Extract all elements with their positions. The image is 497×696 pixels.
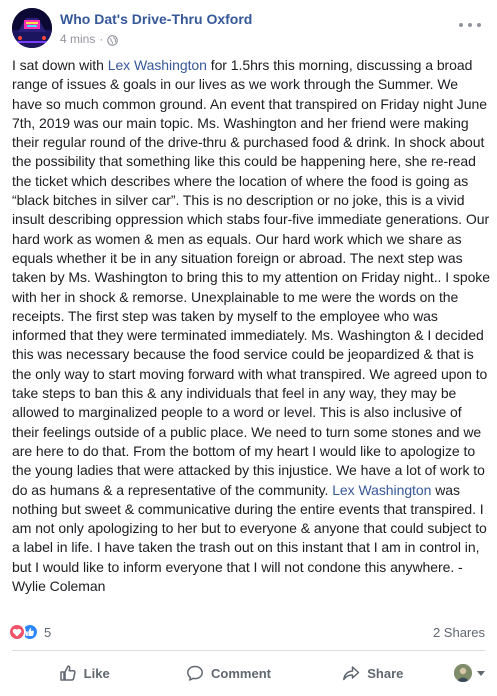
post-text-segment: was nothing but sweet & communicative during the entire events that transpired. I am not only apologizing to her but to everyone & anyone that could subject to a label in life. I have taken the trash out on this instant that I am in control in, but I would like to inform everyone that I will not condone this anywhere. -Wylie Coleman bbox=[12, 481, 487, 595]
post-header bbox=[12, 8, 489, 48]
meta-separator: · bbox=[99, 32, 104, 46]
post-timestamp[interactable]: 4 mins bbox=[60, 32, 96, 46]
reactions-summary[interactable] bbox=[8, 623, 51, 641]
post-body bbox=[12, 56, 490, 596]
post-meta bbox=[60, 31, 252, 47]
post-as-selector[interactable] bbox=[445, 664, 485, 682]
header-text bbox=[60, 8, 252, 47]
more-dot bbox=[468, 23, 472, 27]
reaction-count: 5 bbox=[44, 624, 52, 640]
share-arrow-icon bbox=[342, 664, 360, 682]
like-button-label: Like bbox=[83, 665, 110, 681]
comment-button[interactable] bbox=[156, 657, 300, 689]
comment-button-label: Comment bbox=[211, 665, 271, 681]
post-text-segment: I sat down with bbox=[12, 57, 108, 73]
love-reaction-icon bbox=[8, 623, 26, 641]
mention-lex-washington[interactable]: Lex Washington bbox=[332, 481, 432, 498]
globe-icon[interactable] bbox=[107, 34, 118, 45]
shares-count-link[interactable]: 2 Shares bbox=[432, 624, 485, 640]
share-button[interactable] bbox=[301, 657, 445, 689]
more-dot bbox=[477, 23, 481, 27]
thumbs-up-icon bbox=[59, 664, 77, 682]
more-dot bbox=[459, 23, 463, 27]
page-name-link[interactable]: Who Dat's Drive-Thru Oxford bbox=[60, 11, 253, 27]
more-options-icon[interactable] bbox=[459, 18, 481, 32]
avatar-image bbox=[12, 8, 52, 48]
page-avatar[interactable] bbox=[12, 8, 52, 48]
actions-divider bbox=[12, 650, 485, 651]
post-text-segment: for 1.5hrs this morning, discussing a broad range of issues & goals in our lives as we work through the Summer. We have so much common ground. An event that transpired on Friday night June 7th, 2019 was our main topic. Ms. Washington and her friend were making their regular round of the drive-thru & purchased food & drink. In shock about the possibility that something like this could be happening here, she re-read the ticket which describes where the location of where the food is going as “black bitches in silver car”. This is no description or no joke, this is a vivid insult describing oppression which stabs four-five immediate generations. Our hard work as women & men as equals. Our hard work which we share as equals whether it be in any situation foreign or abroad. The next step was taken by Ms. Washington to bring this to my attention on Friday night.. I spoke with her in shock & remorse. Unexplainable to me were the words on the receipts. The first step was taken by myself to the employee who was informed that they were terminated immediately. Ms. Washington & I decided this was necessary because the food service could be jeopardized & that is the only way to start moving forward with what transpired. We agreed upon to take steps to ban this & any individuals that feel in any way, they may be allowed to marginalized people to a word or level. This is also inclusive of their feelings outside of a public place. We need to turn some stones and we are here to do that. From the bottom of my heart I would like to apologize to the young ladies that were attacked by this injustice. We have a lot of work to do as humans & a representative of the community. bbox=[12, 57, 490, 498]
post-stats bbox=[8, 620, 485, 644]
share-button-label: Share bbox=[367, 665, 404, 681]
post-actions-bar bbox=[12, 655, 485, 691]
chevron-down-icon bbox=[477, 671, 485, 676]
comment-bubble-icon bbox=[186, 664, 204, 682]
like-button[interactable] bbox=[12, 657, 156, 689]
user-avatar bbox=[454, 664, 472, 682]
mention-lex-washington[interactable]: Lex Washington bbox=[107, 57, 207, 73]
